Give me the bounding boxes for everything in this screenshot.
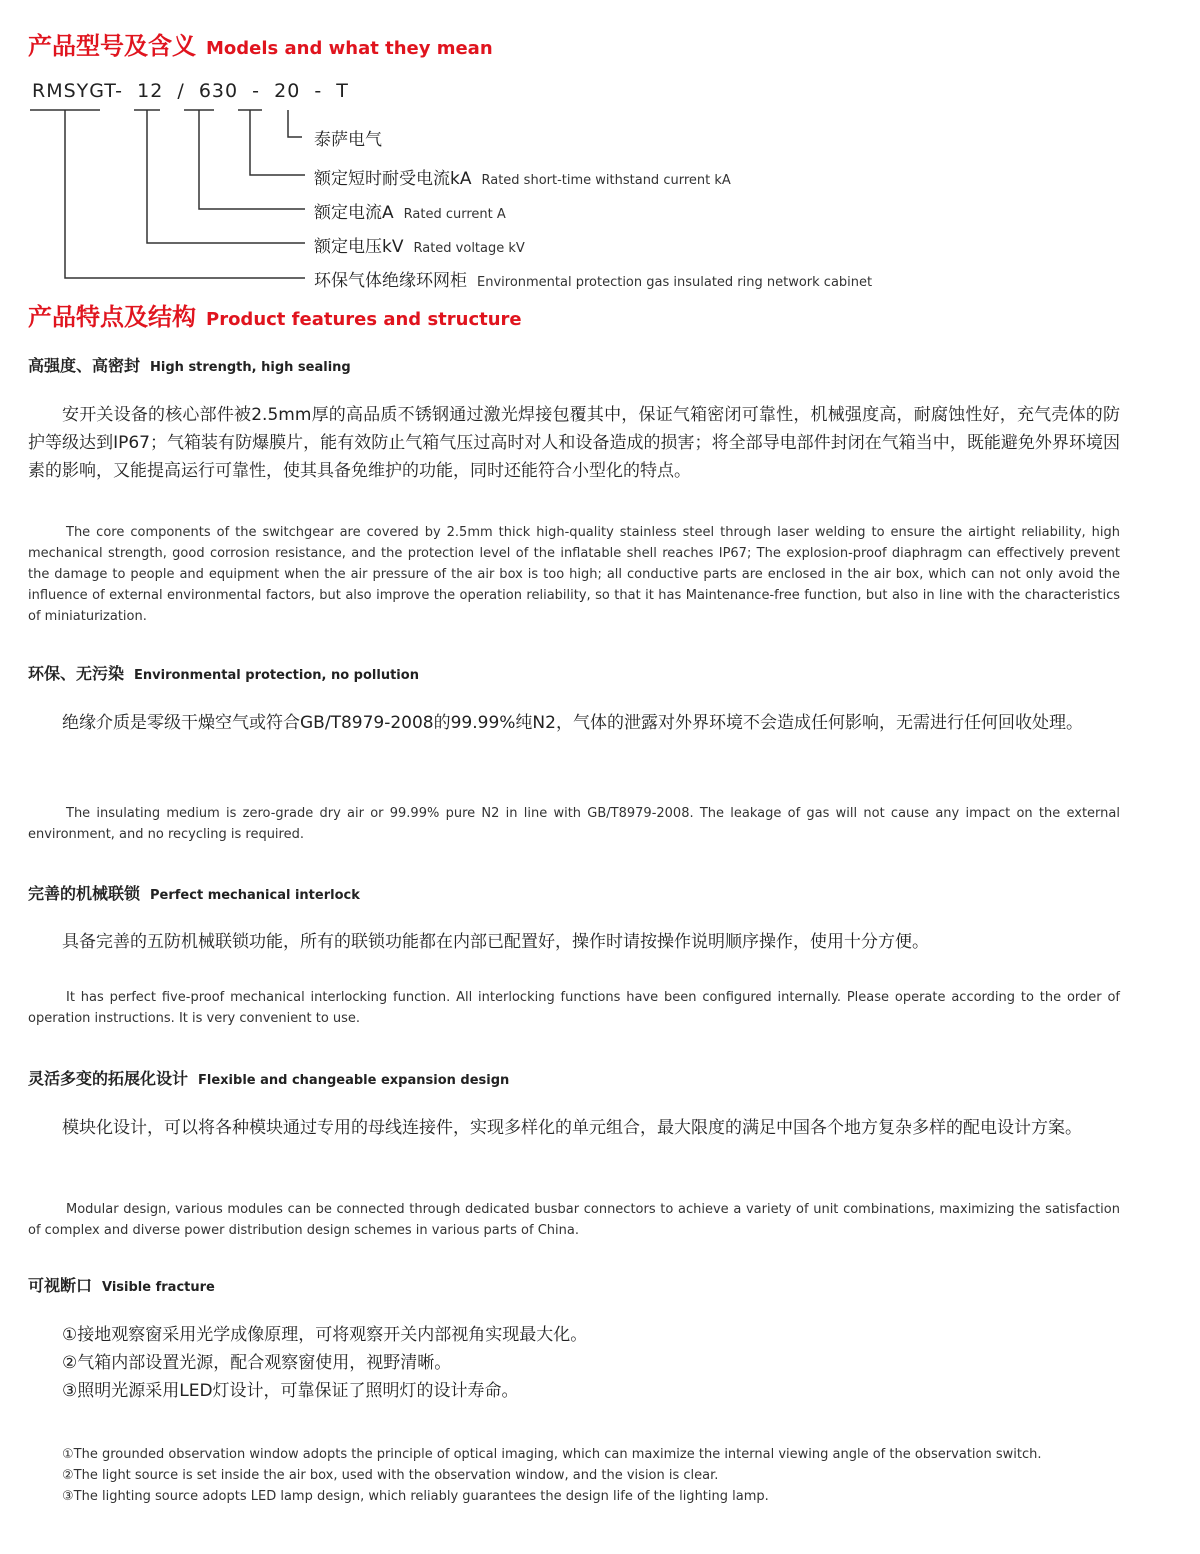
feature-heading-en: Environmental protection, no pollution xyxy=(134,668,419,683)
list-item: ①The grounded observation window adopts the principle of optical imaging, which can maximize the internal viewing angle of the observation switch. xyxy=(62,1447,1042,1462)
section-title-features xyxy=(28,297,522,332)
legend-row xyxy=(314,232,525,257)
feature-heading xyxy=(28,1273,215,1296)
legend-en: Environmental protection gas insulated ring network cabinet xyxy=(477,275,873,290)
legend-zh: 额定电流A xyxy=(314,203,394,223)
section-title-en: Models and what they mean xyxy=(206,38,493,59)
feature-heading-zh: 完善的机械联锁 xyxy=(28,884,141,903)
feature-list-zh xyxy=(62,1321,587,1405)
section-title-en: Product features and structure xyxy=(206,309,522,330)
feature-body-zh: 安开关设备的核心部件被2.5mm厚的高品质不锈钢通过激光焊接包覆其中，保证气箱密闭可靠性，机械强度高，耐腐蚀性好，充气壳体的防护等级达到IP67；气箱装有防爆膜片，能有效防止气箱气压过高时对人和设备造成的损害；将全部导电部件封闭在气箱当中，既能避免外界环境因素的影响，又能提高运行可靠性，使其具备免维护的功能，同时还能符合小型化的特点。 xyxy=(28,405,1120,481)
feature-body-zh: 具备完善的五防机械联锁功能，所有的联锁功能都在内部已配置好，操作时请按操作说明顺序操作，使用十分方便。 xyxy=(62,932,929,952)
feature-heading-zh: 灵活多变的拓展化设计 xyxy=(28,1069,189,1088)
feature-heading-en: Visible fracture xyxy=(102,1280,215,1295)
feature-heading xyxy=(28,881,360,904)
feature-heading xyxy=(28,661,419,684)
feature-body-zh: 模块化设计，可以将各种模块通过专用的母线连接件，实现多样化的单元组合，最大限度的满足中国各个地方复杂多样的配电设计方案。 xyxy=(62,1118,1082,1138)
model-diagram-lines xyxy=(0,0,1200,300)
legend-row xyxy=(314,164,731,189)
feature-heading xyxy=(28,1066,509,1089)
feature-heading-zh: 环保、无污染 xyxy=(28,664,125,683)
feature-body-en: The insulating medium is zero-grade dry air or 99.99% pure N2 in line with GB/T8979-2008. The leakage of gas will not cause any impact on the external environment, and no recycling is required. xyxy=(28,806,1120,842)
legend-row xyxy=(314,266,872,291)
feature-list-en xyxy=(28,1444,1120,1507)
list-item: ②The light source is set inside the air box, used with the observation window, and the vision is clear. xyxy=(62,1468,719,1483)
feature-heading xyxy=(28,353,351,376)
feature-heading-zh: 可视断口 xyxy=(28,1276,93,1295)
feature-body-en: Modular design, various modules can be connected through dedicated busbar connectors to achieve a variety of unit combinations, maximizing the satisfaction of complex and diverse power distribution design schemes in various parts of China. xyxy=(28,1202,1120,1238)
feature-heading-en: High strength, high sealing xyxy=(150,360,351,375)
list-item: ③The lighting source adopts LED lamp design, which reliably guarantees the design life of the lighting lamp. xyxy=(62,1489,769,1504)
legend-zh: 泰萨电气 xyxy=(314,130,382,150)
feature-heading-zh: 高强度、高密封 xyxy=(28,356,141,375)
feature-body-en: It has perfect five-proof mechanical interlocking function. All interlocking functions have been configured internally. Please operate according to the order of operation instructions. It is very convenient to use. xyxy=(28,990,1120,1026)
legend-en: Rated short-time withstand current kA xyxy=(481,173,731,188)
legend-zh: 额定短时耐受电流kA xyxy=(314,169,472,189)
feature-body-en: The core components of the switchgear are covered by 2.5mm thick high-quality stainless steel through laser welding to ensure the airtight reliability, high mechanical strength, good corrosion resistance, and the protection level of the inflatable shell reaches IP67; The explosion-proof diaphragm can effectively prevent the damage to people and equipment when the air pressure of the air box is too high; all conductive parts are enclosed in the air box, which can not only avoid the influence of external environmental factors, but also improve the operation reliability, so that it has Maintenance-free function, but also in line with the characteristics of miniaturization. xyxy=(28,525,1120,624)
list-item: ①接地观察窗采用光学成像原理，可将观察开关内部视角实现最大化。 xyxy=(62,1325,588,1345)
legend-zh: 环保气体绝缘环网柜 xyxy=(314,271,467,291)
legend-en: Rated current A xyxy=(403,207,506,222)
feature-heading-en: Perfect mechanical interlock xyxy=(150,888,360,903)
legend-row xyxy=(314,198,506,223)
section-title-zh: 产品型号及含义 xyxy=(28,32,196,60)
list-item: ②气箱内部设置光源，配合观察窗使用，视野清晰。 xyxy=(62,1353,452,1373)
legend-zh: 额定电压kV xyxy=(314,237,404,257)
list-item: ③照明光源采用LED灯设计，可靠保证了照明灯的设计寿命。 xyxy=(62,1381,519,1401)
feature-heading-en: Flexible and changeable expansion design xyxy=(198,1073,510,1088)
feature-body-zh: 绝缘介质是零级干燥空气或符合GB/T8979-2008的99.99%纯N2，气体的泄露对外界环境不会造成任何影响，无需进行任何回收处理。 xyxy=(62,713,1083,733)
section-title-zh: 产品特点及结构 xyxy=(28,303,196,331)
legend-en: Rated voltage kV xyxy=(413,241,525,256)
legend-row xyxy=(314,125,392,150)
model-code: RMSYGT- 12 / 630 - 20 - T xyxy=(32,80,349,102)
